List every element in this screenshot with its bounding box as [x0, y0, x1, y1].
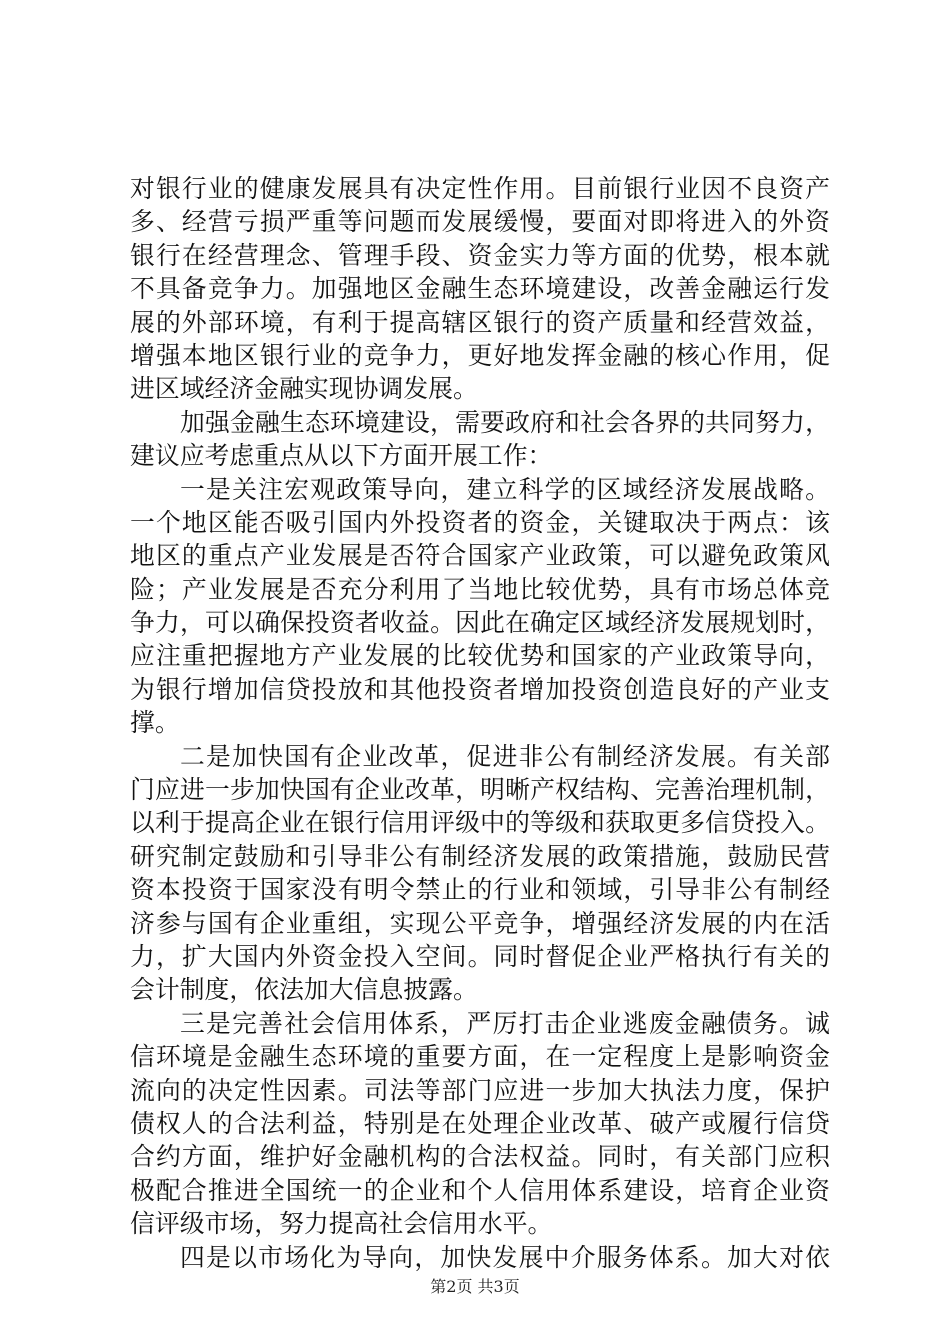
text-line: 多、经营亏损严重等问题而发展缓慢，要面对即将进入的外资 — [130, 207, 830, 237]
text-line: 极配合推进全国统一的企业和个人信用体系建设，培育企业资 — [130, 1175, 830, 1205]
text-line: 合约方面，维护好金融机构的合法权益。同时，有关部门应积 — [130, 1142, 830, 1172]
text-line: 信评级市场，努力提高社会信用水平。 — [130, 1209, 553, 1239]
text-line: 债权人的合法利益，特别是在处理企业改革、破产或履行信贷 — [130, 1108, 830, 1138]
text-line: 争力，可以确保投资者收益。因此在确定区域经济发展规划时， — [130, 608, 830, 638]
body-text — [130, 172, 830, 1274]
paragraph-first-line: 加强金融生态环境建设，需要政府和社会各界的共同努力， — [180, 407, 830, 437]
text-line: 资本投资于国家没有明令禁止的行业和领域，引导非公有制经 — [130, 875, 830, 905]
text-line: 银行在经营理念、管理手段、资金实力等方面的优势，根本就 — [130, 240, 830, 270]
text-line: 力，扩大国内外资金投入空间。同时督促企业严格执行有关的 — [130, 941, 830, 971]
text-line: 对银行业的健康发展具有决定性作用。目前银行业因不良资产 — [130, 174, 830, 203]
paragraph-first-line: 三是完善社会信用体系，严厉打击企业逃废金融债务。诚 — [180, 1008, 830, 1038]
text-line: 撑。 — [130, 708, 180, 738]
text-line: 流向的决定性因素。司法等部门应进一步加大执法力度，保护 — [130, 1075, 830, 1105]
text-line: 一个地区能否吸引国内外投资者的资金，关键取决于两点：该 — [130, 507, 830, 537]
text-line: 信环境是金融生态环境的重要方面，在一定程度上是影响资金 — [130, 1042, 830, 1072]
text-line: 门应进一步加快国有企业改革，明晰产权结构、完善治理机制， — [130, 775, 830, 805]
paragraph-first-line: 二是加快国有企业改革，促进非公有制经济发展。有关部 — [180, 741, 830, 771]
text-line: 以利于提高企业在银行信用评级中的等级和获取更多信贷投入。 — [130, 808, 830, 838]
page-footer: 第2页 共3页 — [430, 1277, 520, 1296]
text-line: 险；产业发展是否充分利用了当地比较优势，具有市场总体竞 — [130, 574, 830, 604]
text-line: 研究制定鼓励和引导非公有制经济发展的政策措施，鼓励民营 — [130, 841, 830, 871]
text-line: 展的外部环境，有利于提高辖区银行的资产质量和经营效益， — [130, 307, 830, 337]
text-line: 进区域经济金融实现协调发展。 — [130, 374, 478, 404]
text-line: 济参与国有企业重组，实现公平竞争，增强经济发展的内在活 — [130, 908, 830, 938]
text-line: 建议应考虑重点从以下方面开展工作： — [130, 441, 553, 471]
text-line: 为银行增加信贷投放和其他投资者增加投资创造良好的产业支 — [130, 674, 830, 704]
text-line: 会计制度，依法加大信息披露。 — [130, 975, 478, 1005]
text-line: 地区的重点产业发展是否符合国家产业政策，可以避免政策风 — [130, 541, 830, 571]
paragraph-first-line: 四是以市场化为导向，加快发展中介服务体系。加大对依 — [180, 1242, 830, 1272]
text-line: 应注重把握地方产业发展的比较优势和国家的产业政策导向， — [130, 641, 830, 671]
text-line: 不具备竞争力。加强地区金融生态环境建设，改善金融运行发 — [130, 274, 830, 304]
paragraph-first-line: 一是关注宏观政策导向，建立科学的区域经济发展战略。 — [180, 474, 830, 504]
text-line: 增强本地区银行业的竞争力，更好地发挥金融的核心作用，促 — [130, 340, 830, 370]
